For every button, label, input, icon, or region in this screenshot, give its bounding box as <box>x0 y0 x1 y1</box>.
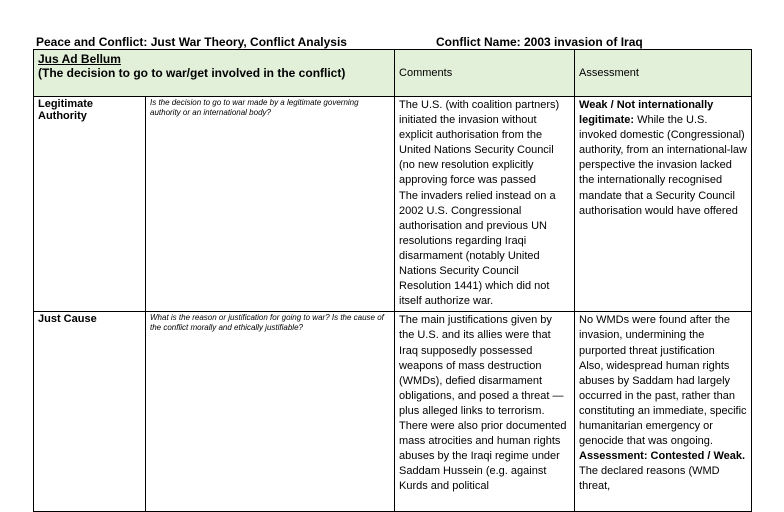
section-title: Jus Ad Bellum <box>38 52 121 66</box>
conflict-name: Conflict Name: 2003 invasion of Iraq <box>436 35 643 49</box>
table-row <box>34 312 752 512</box>
row-name: Just Cause <box>34 312 146 512</box>
row-name: Legitimate Authority <box>34 97 146 312</box>
table-row <box>34 97 752 312</box>
row-assessment <box>575 97 752 312</box>
assessment-paragraph: No WMDs were found after the invasion, undermining the purported threat justification <box>579 314 731 357</box>
table-header-row <box>34 50 752 97</box>
comments-paragraph: The U.S. (with coalition partners) initiated the invasion without explicit authorisation from the United Nations Security Council (no new resolution explicitly approving force was passed <box>399 99 560 187</box>
row-assessment <box>575 312 752 512</box>
page-header-title: Peace and Conflict: Just War Theory, Conflict Analysis <box>36 35 347 49</box>
comments-header: Comments <box>395 50 575 97</box>
row-comments <box>395 97 575 312</box>
assessment-text: While the U.S. invoked domestic (Congressional) authority, from an international-law perspective the invasion lacked the internationally recognised mandate that a Security Council authorisation would have offered <box>579 114 747 217</box>
analysis-table <box>33 49 752 512</box>
comments-paragraph: The main justifications given by the U.S. and its allies were that Iraq supposedly possessed weapons of mass destruction (WMDs), defied disarmament obligations, and posed a threat — plus alleged links to terrorism. There were also prior documented mass atrocities and human rights abuses by the Iraqi regime under Saddam Hussein (e.g. against Kurds and political <box>399 314 567 493</box>
assessment-verdict: Weak / Not internationally legitimate: <box>579 99 714 127</box>
assessment-paragraph: Also, widespread human rights abuses by Saddam had largely occurred in the past, rather than constituting an immediate, specific humanitarian emergency or genocide that was ongoing. <box>579 359 747 448</box>
row-question: What is the reason or justification for going to war? Is the cause of the conflict morally and ethically justifiable? <box>146 312 395 512</box>
comments-paragraph: The invaders relied instead on a 2002 U.S. Congressional authorisation and previous UN resolutions regarding Iraqi disarmament (notably United Nations Security Council Resolution 1441) which did not itself authorize war. <box>399 189 556 308</box>
assessment-text: The declared reasons (WMD threat, <box>579 465 720 493</box>
row-question: Is the decision to go to war made by a legitimate governing authority or an international body? <box>146 97 395 312</box>
row-comments <box>395 312 575 512</box>
section-header-cell <box>34 50 395 97</box>
section-subtitle: (The decision to go to war/get involved in the conflict) <box>38 66 346 80</box>
assessment-verdict: Assessment: Contested / Weak. <box>579 450 746 463</box>
assessment-header: Assessment <box>575 50 752 97</box>
